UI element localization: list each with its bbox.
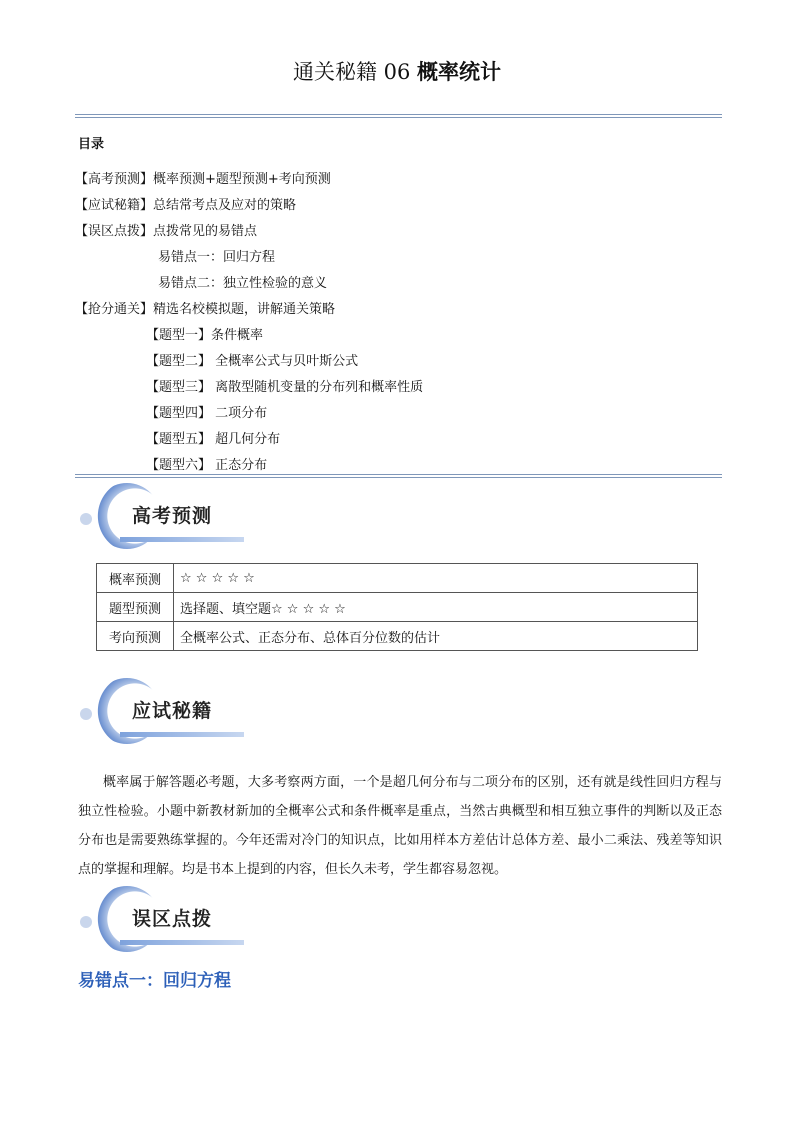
toc-item: 【题型三】 离散型随机变量的分布列和概率性质: [146, 380, 424, 395]
prediction-table: [96, 563, 698, 651]
toc-item: 【误区点拨】点拨常见的易错点: [75, 224, 258, 239]
strategy-paragraph: 概率属于解答题必考题，大多考察两方面，一个是超几何分布与二项分布的区别，还有就是线性回归方程与独立性检验。小题中新教材新加的全概率公式和条件概率是重点，当然古典概型和相互独立事件的判断以及正态分布也是需要熟练掌握的。今年还需对冷门的知识点，比如用样本方差估计总体方差、最小二乘法、残差等知识点的掌握和理解。均是书本上提到的内容，但长久未考，学生都容易忽视。: [78, 775, 722, 877]
table-row: [97, 564, 698, 593]
toc-item: 【应试秘籍】总结常考点及应对的策略: [75, 198, 297, 213]
section-title: 高考预测: [132, 505, 213, 527]
decor-dot-icon: [80, 513, 92, 525]
toc-item: 易错点二：独立性检验的意义: [158, 276, 328, 291]
table-key: 概率预测: [97, 564, 174, 593]
toc-item: 易错点一：回归方程: [158, 250, 276, 265]
toc-item: 【题型六】 正态分布: [146, 458, 268, 473]
title-prefix: 通关秘籍 06: [292, 60, 418, 84]
page-title: [0, 56, 794, 86]
section-header-prediction: [80, 483, 260, 553]
section-title: 应试秘籍: [132, 700, 213, 722]
decor-dot-icon: [80, 916, 92, 928]
toc-item: 【题型一】条件概率: [146, 328, 264, 343]
decor-bar: [120, 732, 244, 737]
error-point-heading: 易错点一：回归方程: [78, 971, 231, 991]
title-main: 概率统计: [417, 60, 502, 84]
decor-dot-icon: [80, 708, 92, 720]
table-row: [97, 622, 698, 651]
table-row: [97, 593, 698, 622]
toc-item: 【题型四】 二项分布: [146, 406, 268, 421]
section-title: 误区点拨: [132, 908, 213, 930]
table-key: 题型预测: [97, 593, 174, 622]
table-value: ☆ ☆ ☆ ☆ ☆: [174, 564, 698, 593]
toc-item: 【高考预测】概率预测+题型预测+考向预测: [75, 172, 331, 187]
table-value: 选择题、填空题☆ ☆ ☆ ☆ ☆: [174, 593, 698, 622]
toc-item: 【题型五】 超几何分布: [146, 432, 281, 447]
decor-bar: [120, 537, 244, 542]
toc-rule: [75, 474, 722, 475]
toc-item: 【抢分通关】精选名校模拟题，讲解通关策略: [75, 302, 336, 317]
section-header-strategy: [80, 678, 260, 748]
decor-bar: [120, 940, 244, 945]
table-key: 考向预测: [97, 622, 174, 651]
title-rule: [75, 114, 722, 115]
toc-item: 【题型二】 全概率公式与贝叶斯公式: [146, 354, 359, 369]
section-header-errors: [80, 886, 260, 956]
toc-label: 目录: [78, 137, 105, 152]
table-value: 全概率公式、正态分布、总体百分位数的估计: [174, 622, 698, 651]
